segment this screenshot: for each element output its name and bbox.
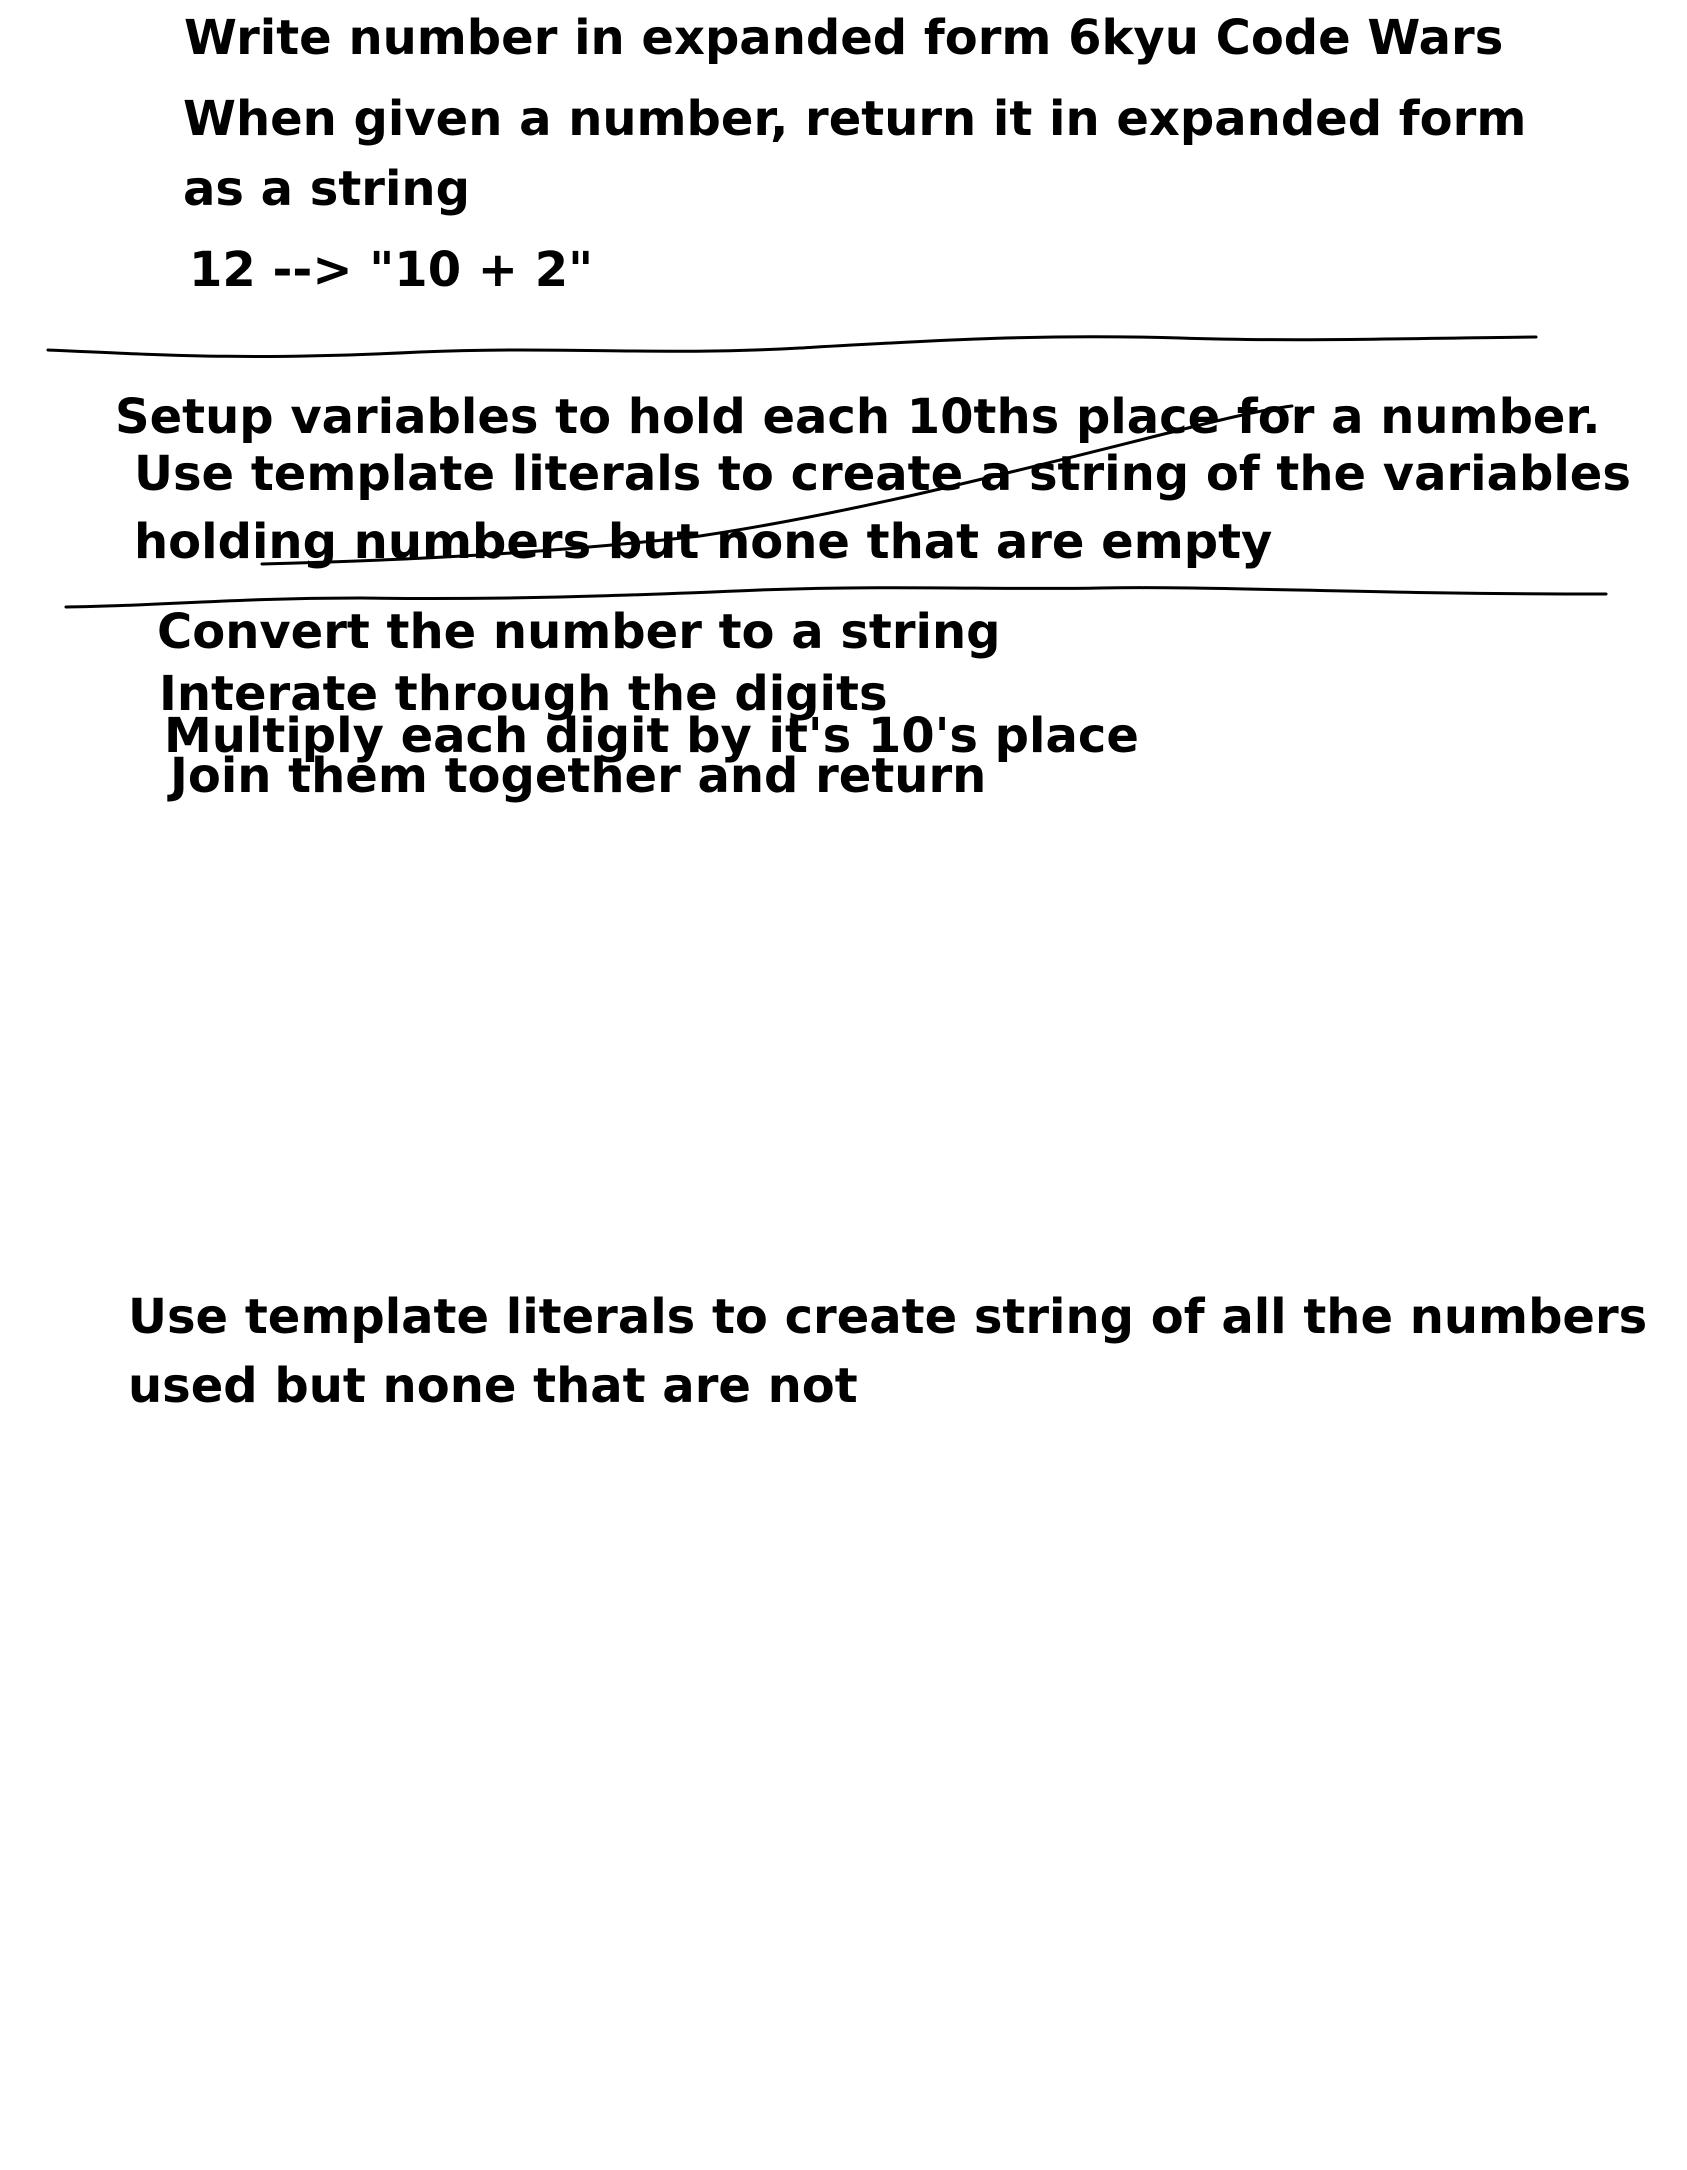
plan-one-line-1: Setup variables to hold each 10ths place for a number.: [115, 389, 1601, 445]
plan-three-line-2: used but none that are not: [128, 1358, 858, 1414]
step-iterate: Interate through the digits: [159, 666, 888, 722]
step-join: Join them together and return: [170, 748, 987, 804]
example-text: 12 --> "10 + 2": [189, 242, 594, 298]
plan-one-line-3: holding numbers but none that are empty: [134, 514, 1273, 570]
step-multiply: Multiply each digit by it's 10's place: [164, 708, 1139, 764]
page-title: Write number in expanded form 6kyu Code Wars: [184, 10, 1504, 66]
plan-one-line-2: Use template literals to create a string of the variables: [134, 446, 1631, 502]
section-divider-1: [48, 337, 1536, 357]
problem-description-line-1: When given a number, return it in expanded form: [183, 91, 1527, 147]
plan-three-line-1: Use template literals to create string of all the numbers: [128, 1289, 1648, 1345]
step-convert: Convert the number to a string: [157, 604, 1001, 660]
problem-description-line-2: as a string: [183, 161, 470, 217]
